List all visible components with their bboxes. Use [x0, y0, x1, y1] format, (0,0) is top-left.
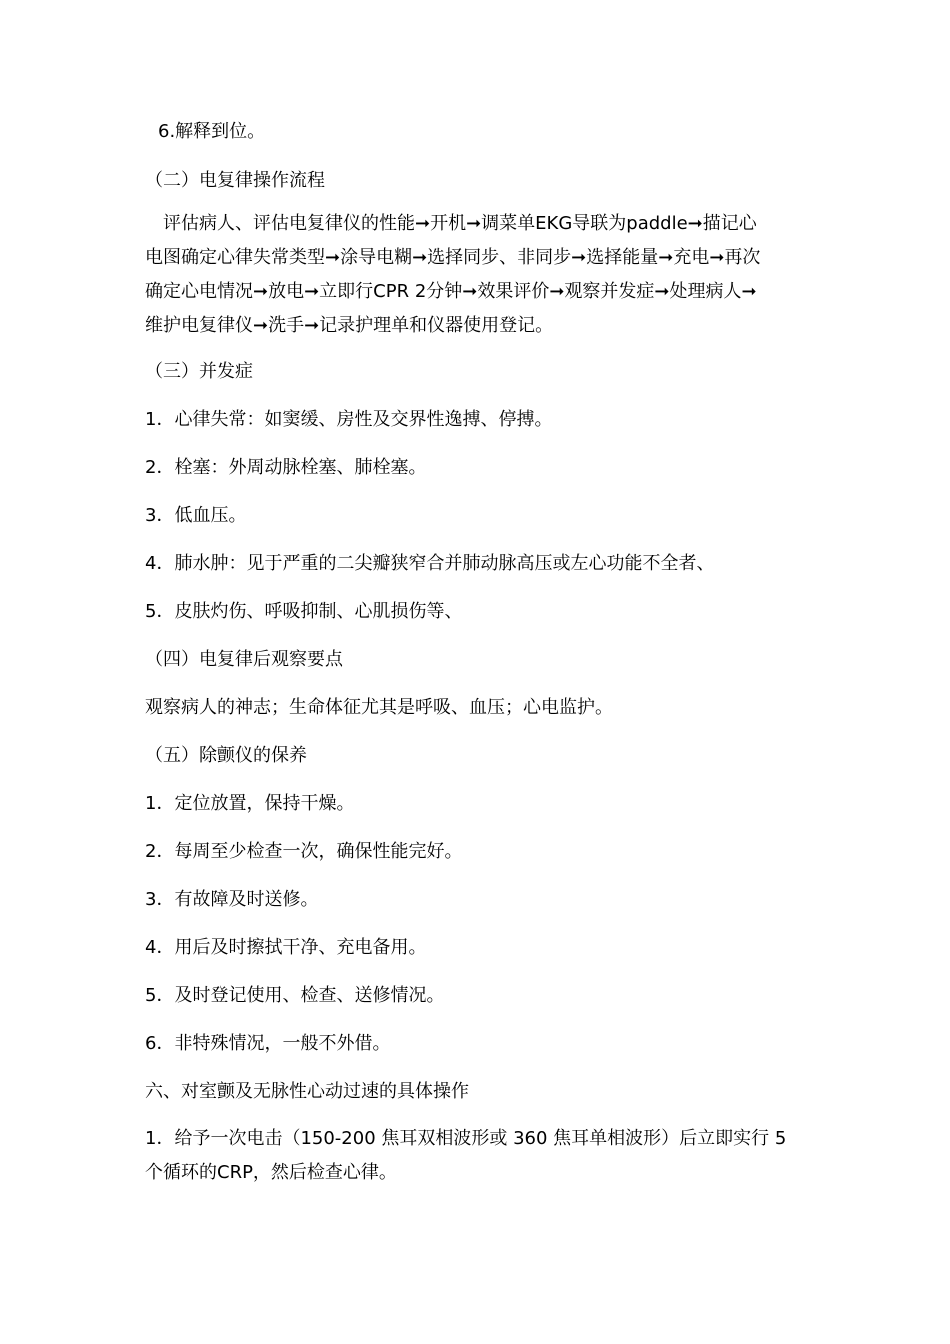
- vf-step-1-paragraph: [145, 1122, 810, 1190]
- complication-3: 3．低血压。: [145, 505, 247, 526]
- complication-5: 5．皮肤灼伤、呼吸抑制、心肌损伤等、: [145, 601, 463, 622]
- maintenance-6: 6．非特殊情况，一般不外借。: [145, 1033, 391, 1054]
- heading-observation: （四）电复律后观察要点: [145, 649, 343, 670]
- complication-2: 2．栓塞：外周动脉栓塞、肺栓塞。: [145, 457, 427, 478]
- flow-line-3: 确定心电情况➞放电➞立即行CPR 2分钟➞效果评价➞观察并发症➞处理病人➞: [145, 281, 757, 302]
- maintenance-1: 1．定位放置，保持干燥。: [145, 793, 355, 814]
- maintenance-2: 2．每周至少检查一次，确保性能完好。: [145, 841, 463, 862]
- flow-line-2: 电图确定心律失常类型➞涂导电糊➞选择同步、非同步➞选择能量➞充电➞再次: [145, 247, 761, 268]
- flow-paragraph: [145, 207, 810, 343]
- heading-vf-procedure: 六、对室颤及无脉性心动过速的具体操作: [145, 1081, 469, 1102]
- complication-1: 1．心律失常：如窦缓、房性及交界性逸搏、停搏。: [145, 409, 553, 430]
- flow-line-4: 维护电复律仪➞洗手➞记录护理单和仪器使用登记。: [145, 315, 554, 336]
- item-6-explain: 6.解释到位。: [158, 121, 266, 142]
- heading-maintenance: （五）除颤仪的保养: [145, 745, 307, 766]
- heading-cardioversion-procedure: （二）电复律操作流程: [145, 170, 325, 191]
- flow-line-1: 评估病人、评估电复律仪的性能➞开机➞调菜单EKG导联为paddle➞描记心: [145, 213, 757, 234]
- maintenance-3: 3．有故障及时送修。: [145, 889, 319, 910]
- maintenance-4: 4．用后及时擦拭干净、充电备用。: [145, 937, 427, 958]
- observation-text: 观察病人的神志；生命体征尤其是呼吸、血压；心电监护。: [145, 697, 613, 718]
- maintenance-5: 5．及时登记使用、检查、送修情况。: [145, 985, 445, 1006]
- heading-complications: （三）并发症: [145, 361, 253, 382]
- vf-step-1-line-1: 1．给予一次电击（150-200 焦耳双相波形或 360 焦耳单相波形）后立即实行 5: [145, 1128, 787, 1149]
- vf-step-1-line-2: 个循环的CRP，然后检查心律。: [145, 1162, 397, 1183]
- complication-4: 4．肺水肿：见于严重的二尖瓣狭窄合并肺动脉高压或左心功能不全者、: [145, 553, 715, 574]
